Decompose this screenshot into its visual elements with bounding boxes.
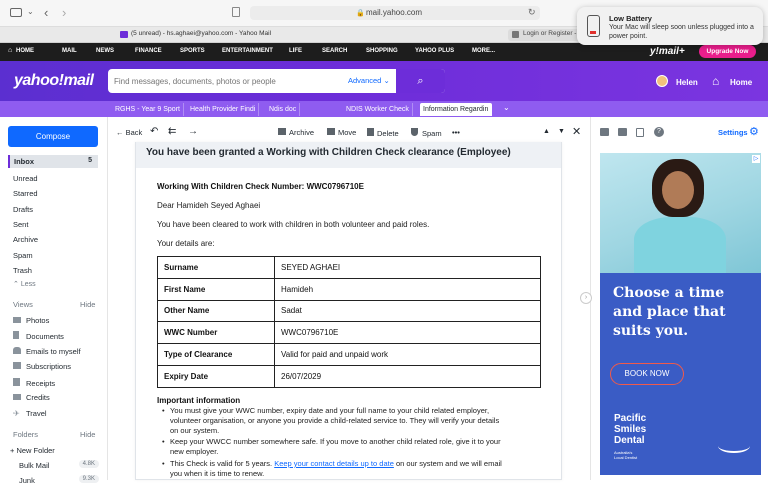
ad-headline-2: and place that [613,304,726,320]
delete-button[interactable]: Delete [367,128,399,138]
views-hide-link[interactable]: Hide [80,300,96,309]
sidebar [0,117,108,485]
ad-dress [634,217,726,273]
info-bullet-1: • You must give your WWC number, expiry date and your full name to your child related employer, volunteer organisation, or anyone you provide a child-related service to. They will verify your details on our system. [170,406,499,436]
email-subject: You have been granted a Working with Children Check clearance (Employee) [146,147,511,158]
subscriptions-icon [13,362,21,369]
avatar[interactable] [656,75,668,87]
nav-mail[interactable]: MAIL [62,48,77,54]
archive-icon [278,128,286,135]
ad-brand-sub-2: Local Dentist [614,455,638,460]
folder-bulk-mail[interactable]: Bulk Mail [19,461,50,470]
compose-button[interactable]: Compose [8,126,98,147]
documents-icon [13,331,19,339]
arrow-left-icon: ← [116,128,124,137]
search-input[interactable] [114,73,344,89]
low-battery-notification[interactable] [577,7,763,45]
contact-details-link[interactable]: Keep your contact details up to date [274,459,394,468]
nav-search[interactable]: SEARCH [322,48,348,54]
archive-button[interactable]: Archive [278,128,314,137]
nav-news[interactable]: NEWS [96,48,114,54]
home-button-icon[interactable]: ⌂ [712,74,720,88]
nav-more[interactable]: MORE... [472,48,496,54]
info-bullet-3: • This Check is valid for 5 years. Keep your contact details up to date on our system and we will email you when it is time to renew. [170,459,502,479]
view-subscriptions[interactable]: Subscriptions [13,362,71,371]
nav-entertainment[interactable]: ENTERTAINMENT [222,48,273,54]
table-row: Expiry Date 26/07/2029 [158,365,541,387]
ad-brand-sub-1: Australia's [614,450,633,455]
mail-header [0,61,768,101]
view-emails-to-myself[interactable]: Emails to myself [13,347,81,356]
sidebar-item-trash[interactable]: Trash [13,266,32,275]
move-button[interactable]: Move [327,128,356,137]
upgrade-now-button[interactable]: Upgrade Now [699,45,756,58]
ad-book-now-button[interactable]: BOOK NOW [610,363,684,385]
user-name[interactable]: Helen [676,78,698,87]
receipt-icon [13,378,20,386]
person-icon [13,347,21,354]
gear-icon[interactable]: ⚙ [749,126,759,138]
table-row: WWC Number WWC0796710E [158,322,541,344]
inbox-count: 5 [88,157,92,164]
nav-finance[interactable]: FINANCE [135,48,162,54]
right-panel [590,117,768,480]
advertisement[interactable] [600,153,761,475]
forward-nav-icon[interactable]: › [62,5,67,20]
tab-health-provider[interactable]: Health Provider Findi [187,103,259,116]
battery-icon [587,15,600,37]
advanced-search-button[interactable]: Advanced ⌄ [348,76,390,85]
back-button[interactable]: ← Back [116,128,143,137]
tab-information-active[interactable]: Information Regardin [420,103,492,116]
ad-face [662,171,694,209]
tab-favicon-icon [512,31,519,38]
views-header: Views [13,300,33,309]
spam-button[interactable]: Spam [411,128,442,138]
ad-headline-1: Choose a time [613,285,725,301]
sidebar-item-starred[interactable]: Starred [13,189,38,198]
ad-smile-icon [718,439,750,453]
table-row: Type of Clearance Valid for paid and unpaid work [158,344,541,366]
table-row: Other Name Sadat [158,300,541,322]
yahoo-mail-plus-logo[interactable]: y!mail+ [650,46,685,57]
home-icon[interactable]: ⌂ [8,47,13,54]
view-receipts[interactable]: Receipts [13,378,55,388]
tab-ndis-doc[interactable]: Ndis doc [266,103,300,116]
sidebar-toggle-icon[interactable] [10,8,22,17]
move-icon [327,128,335,135]
reply-all-icon[interactable]: ⇇ [168,126,177,137]
nav-shopping[interactable]: SHOPPING [366,48,398,54]
email-line1: You have been cleared to work with children in both volunteer and paid roles. [157,220,430,229]
open-tabs-bar [0,101,768,117]
sidebar-item-drafts[interactable]: Drafts [13,205,34,214]
nav-life[interactable]: LIFE [289,48,302,54]
email-greeting: Dear Hamideh Seyed Aghaei [157,201,261,210]
chevron-down-icon[interactable]: ⌄ [27,7,34,16]
email-heading: Working With Children Check Number: WWC0796710E [157,182,364,191]
folders-hide-link[interactable]: Hide [80,430,96,439]
next-message-icon[interactable]: ▼ [558,128,565,135]
view-travel[interactable]: ✈ Travel [13,409,47,418]
reader-icon[interactable] [232,7,240,17]
calendar-icon[interactable] [618,128,627,136]
details-table [157,256,541,388]
contacts-icon[interactable] [600,128,609,136]
ad-info-icon[interactable]: ▷ [753,156,759,162]
search-bar [108,69,445,93]
sidebar-item-inbox[interactable]: Inbox 5 [8,155,98,168]
nav-home[interactable]: HOME [16,48,34,54]
nav-sports[interactable]: SPORTS [180,48,205,54]
previous-message-icon[interactable]: ▲ [543,128,550,135]
more-actions-button[interactable]: ••• [452,128,460,137]
ad-brand-1: Pacific [614,413,647,424]
search-icon: ⌕ [417,75,424,87]
sidebar-item-unread[interactable]: Unread [13,174,38,183]
ad-brand-3: Dental [614,435,645,446]
help-icon[interactable]: ? [654,127,664,137]
sidebar-item-sent[interactable]: Sent [13,220,29,229]
trash-icon [367,128,374,136]
yahoo-top-nav [0,43,768,61]
table-row: First Name Hamideh [158,278,541,300]
forward-icon[interactable]: → [188,126,198,137]
sidebar-less-toggle[interactable]: ⌃ Less [13,281,36,288]
plane-icon: ✈ [13,409,20,418]
bulk-mail-count: 4.8K [79,460,99,468]
lock-icon: 🔒 [356,10,365,17]
home-button-label[interactable]: Home [730,78,753,87]
reply-icon[interactable]: ↶ [150,126,159,137]
tabs-chevron-icon[interactable]: ⌄ [503,103,510,112]
info-heading: Important information [157,396,241,405]
browser-tab-inactive[interactable]: Login or Register - [508,29,584,41]
tab-rghs[interactable]: RGHS - Year 9 Sport [112,103,184,116]
notepad-icon[interactable] [636,128,644,137]
folder-junk[interactable]: Junk [19,476,35,485]
pane-collapse-handle[interactable]: › [580,292,592,304]
new-folder-button[interactable]: + New Folder [10,446,55,455]
yahoo-mail-logo[interactable]: yahoo!mail [14,72,94,89]
credit-card-icon [13,394,21,400]
view-documents[interactable]: Documents [13,331,64,341]
url-text: mail.yahoo.com [366,8,423,17]
view-credits[interactable]: Credits [13,393,50,402]
settings-link[interactable]: Settings [718,128,748,137]
ad-headline-3: suits you. [613,323,689,339]
photos-icon [13,317,21,323]
sidebar-item-archive[interactable]: Archive [13,235,39,244]
ad-brand-2: Smiles [614,424,647,435]
back-nav-icon[interactable]: ‹ [44,5,49,20]
info-bullet-2: • Keep your WWCC number somewhere safe. If you move to another child related role, give it to your new employer. [170,437,501,457]
shield-icon [411,128,418,136]
tab-ndis-worker[interactable]: NDIS Worker Check [343,103,413,116]
notification-body: Your Mac will sleep soon unless plugged into a power point. [609,24,754,40]
browser-tab-active[interactable]: (5 unread) - hs.aghaei@yahoo.com - Yahoo Mail [131,30,272,37]
reload-icon[interactable]: ↻ [528,7,536,17]
folders-header: Folders [13,430,39,439]
nav-yahoo-plus[interactable]: YAHOO PLUS [415,48,455,54]
mail-favicon-icon [120,31,128,38]
notification-title: Low Battery [609,14,652,23]
junk-count: 9.3K [79,475,99,483]
table-row: Surname SEYED AGHAEI [158,257,541,279]
view-photos[interactable]: Photos [13,316,49,325]
close-icon[interactable]: ✕ [572,126,582,138]
address-bar[interactable] [250,6,540,20]
sidebar-item-spam[interactable]: Spam [13,251,33,260]
search-button[interactable] [396,69,445,93]
email-line2: Your details are: [157,239,215,248]
